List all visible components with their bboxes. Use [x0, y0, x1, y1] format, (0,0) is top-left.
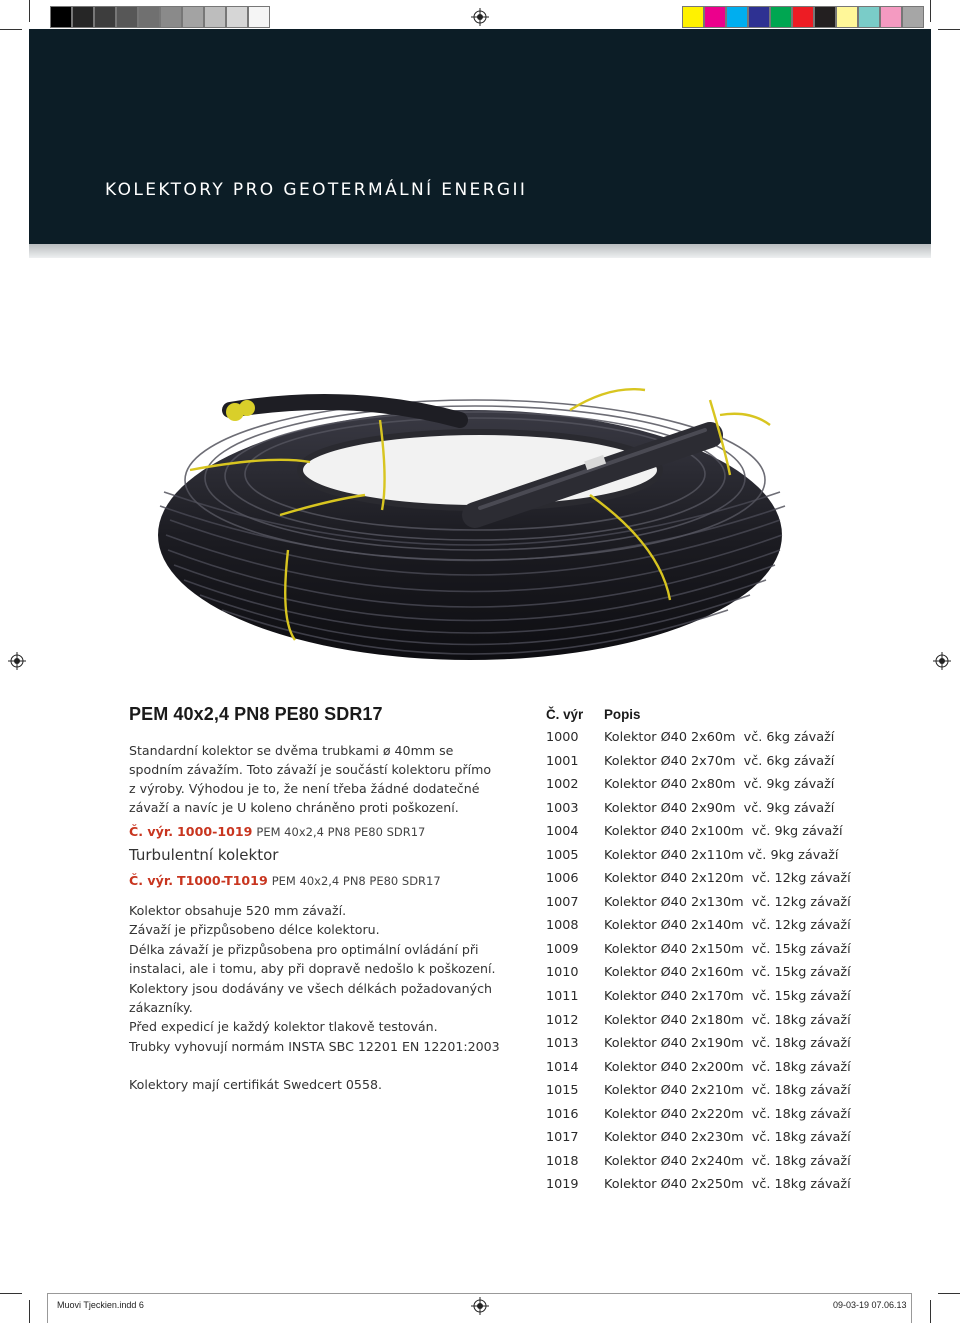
color-swatch [880, 6, 902, 28]
note-line: instalaci, ale i tomu, aby při dopravě nedošlo k poškození. [129, 961, 496, 977]
table-body [546, 726, 876, 1197]
row-number: 1019 [546, 1177, 579, 1193]
table-row [546, 938, 876, 962]
product-description [129, 704, 519, 1094]
row-number: 1005 [546, 847, 579, 863]
table-header [546, 704, 876, 726]
catalog-number-line [129, 871, 519, 891]
table-row [546, 1079, 876, 1103]
column-header-description: Popis [604, 707, 641, 722]
table-row [546, 1126, 876, 1150]
row-number: 1000 [546, 730, 579, 745]
color-swatch [858, 6, 880, 28]
description-line: závaží a navíc je U koleno chráněno proti poškození. [129, 800, 459, 815]
color-swatch [72, 6, 94, 28]
note-line: zákazníky. [129, 1000, 193, 1016]
row-number: 1016 [546, 1106, 579, 1122]
crop-mark [0, 29, 22, 30]
row-number: 1010 [546, 965, 579, 981]
page-title: KOLEKTORY PRO GEOTERMÁLNÍ ENERGII [105, 180, 528, 200]
row-description: Kolektor Ø40 2x170m vč. 15kg závaží [604, 989, 851, 1005]
row-number: 1011 [546, 989, 579, 1005]
table-row [546, 1056, 876, 1080]
description-line: z výroby. Výhodou je to, že není třeba žádné dodatečné [129, 781, 480, 796]
note-line: Kolektory jsou dodávány ve všech délkách požadovaných [129, 980, 492, 996]
registration-mark-icon [933, 652, 951, 670]
color-swatch [226, 6, 248, 28]
table-row [546, 1032, 876, 1056]
table-row [546, 726, 876, 750]
row-description: Kolektor Ø40 2x210m vč. 18kg závaží [604, 1083, 851, 1099]
color-swatch [770, 6, 792, 28]
table-row [546, 1173, 876, 1197]
row-description: Kolektor Ø40 2x110m vč. 9kg závaží [604, 847, 839, 863]
crop-mark [29, 1300, 30, 1323]
color-swatch [50, 6, 72, 28]
table-row [546, 867, 876, 891]
row-description: Kolektor Ø40 2x80m vč. 9kg závaží [604, 777, 835, 793]
description-line: Standardní kolektor se dvěma trubkami ø 40mm se [129, 743, 454, 758]
table-row [546, 773, 876, 797]
color-swatch [836, 6, 858, 28]
crop-mark [930, 1300, 931, 1323]
table-row [546, 797, 876, 821]
header-shadow [29, 244, 931, 258]
color-swatch [704, 6, 726, 28]
catalog-spec: PEM 40x2,4 PN8 PE80 SDR17 [256, 825, 426, 839]
row-number: 1002 [546, 777, 579, 793]
column-header-number: Č. výr [546, 707, 584, 722]
catalog-number: 1000-1019 [177, 824, 253, 839]
product-table [546, 704, 876, 1197]
table-row [546, 750, 876, 774]
row-number: 1007 [546, 894, 579, 910]
table-row [546, 1103, 876, 1127]
row-number: 1003 [546, 800, 579, 816]
row-number: 1014 [546, 1059, 579, 1075]
color-swatch [94, 6, 116, 28]
table-row [546, 1150, 876, 1174]
note-line: Kolektor obsahuje 520 mm závaží. [129, 903, 347, 918]
row-number: 1017 [546, 1130, 579, 1146]
product-subtitle: Turbulentní kolektor [129, 846, 279, 864]
row-number: 1008 [546, 918, 579, 934]
row-number: 1018 [546, 1153, 579, 1169]
table-row [546, 1009, 876, 1033]
color-swatch [748, 6, 770, 28]
crop-mark [938, 1293, 960, 1294]
product-notes [129, 901, 519, 1056]
row-description: Kolektor Ø40 2x130m vč. 12kg závaží [604, 894, 851, 910]
row-number: 1004 [546, 824, 579, 840]
table-row [546, 985, 876, 1009]
color-swatch-bar [682, 6, 924, 28]
row-description: Kolektor Ø40 2x190m vč. 18kg závaží [604, 1036, 851, 1052]
crop-mark [29, 0, 30, 22]
row-description: Kolektor Ø40 2x90m vč. 9kg závaží [604, 800, 835, 816]
color-swatch [116, 6, 138, 28]
row-number: 1006 [546, 871, 579, 887]
note-line: Trubky vyhovují normám INSTA SBC 12201 EN 12201:2003 [129, 1038, 500, 1054]
row-description: Kolektor Ø40 2x240m vč. 18kg závaží [604, 1153, 851, 1169]
catalog-label: Č. výr. [129, 824, 174, 839]
pipe-coil-image [130, 330, 830, 700]
registration-mark-icon [8, 652, 26, 670]
catalog-spec: PEM 40x2,4 PN8 PE80 SDR17 [271, 874, 441, 888]
table-row [546, 891, 876, 915]
row-description: Kolektor Ø40 2x200m vč. 18kg závaží [604, 1059, 851, 1075]
note-line: Závaží je přizpůsobeno délce kolektoru. [129, 922, 380, 938]
table-row [546, 914, 876, 938]
row-description: Kolektor Ø40 2x100m vč. 9kg závaží [604, 824, 843, 840]
crop-mark [0, 1293, 22, 1294]
note-line: Délka závaží je přizpůsobena pro optimální ovládání při [129, 941, 479, 957]
gray-swatch-bar [50, 6, 270, 28]
row-number: 1013 [546, 1036, 579, 1052]
product-title: PEM 40x2,4 PN8 PE80 SDR17 [129, 704, 383, 724]
slug-date: 09-03-19 07.06.13 [833, 1300, 907, 1310]
crop-mark [938, 29, 960, 30]
color-swatch [792, 6, 814, 28]
table-row [546, 961, 876, 985]
registration-mark-icon [471, 8, 489, 26]
row-number: 1015 [546, 1083, 579, 1099]
color-swatch [138, 6, 160, 28]
row-description: Kolektor Ø40 2x230m vč. 18kg závaží [604, 1130, 851, 1146]
row-number: 1009 [546, 941, 579, 957]
catalog-number-line [129, 822, 519, 842]
color-swatch [182, 6, 204, 28]
row-description: Kolektor Ø40 2x120m vč. 12kg závaží [604, 871, 851, 887]
row-description: Kolektor Ø40 2x150m vč. 15kg závaží [604, 941, 851, 957]
catalog-number: T1000-T1019 [177, 873, 268, 888]
row-description: Kolektor Ø40 2x140m vč. 12kg závaží [604, 918, 851, 934]
color-swatch [814, 6, 836, 28]
row-description: Kolektor Ø40 2x60m vč. 6kg závaží [604, 730, 835, 745]
description-line: spodním závažím. Toto závaží je součástí kolektoru přímo [129, 762, 492, 777]
note-line: Před expedicí je každý kolektor tlakově testován. [129, 1019, 438, 1035]
certificate-note: Kolektory mají certifikát Swedcert 0558. [129, 1077, 382, 1093]
color-swatch [204, 6, 226, 28]
color-swatch [902, 6, 924, 28]
slug-frame [47, 1293, 912, 1323]
color-swatch [248, 6, 270, 28]
color-swatch [160, 6, 182, 28]
header-band [29, 29, 931, 244]
catalog-label: Č. výr. [129, 873, 174, 888]
row-number: 1012 [546, 1012, 579, 1028]
crop-mark [930, 0, 931, 22]
row-description: Kolektor Ø40 2x220m vč. 18kg závaží [604, 1106, 851, 1122]
row-description: Kolektor Ø40 2x160m vč. 15kg závaží [604, 965, 851, 981]
slug-filename: Muovi Tjeckien.indd 6 [57, 1300, 144, 1310]
row-description: Kolektor Ø40 2x250m vč. 18kg závaží [604, 1177, 851, 1193]
table-row [546, 820, 876, 844]
row-number: 1001 [546, 753, 579, 769]
table-row [546, 844, 876, 868]
color-swatch [726, 6, 748, 28]
row-description: Kolektor Ø40 2x180m vč. 18kg závaží [604, 1012, 851, 1028]
row-description: Kolektor Ø40 2x70m vč. 6kg závaží [604, 753, 835, 769]
color-swatch [682, 6, 704, 28]
